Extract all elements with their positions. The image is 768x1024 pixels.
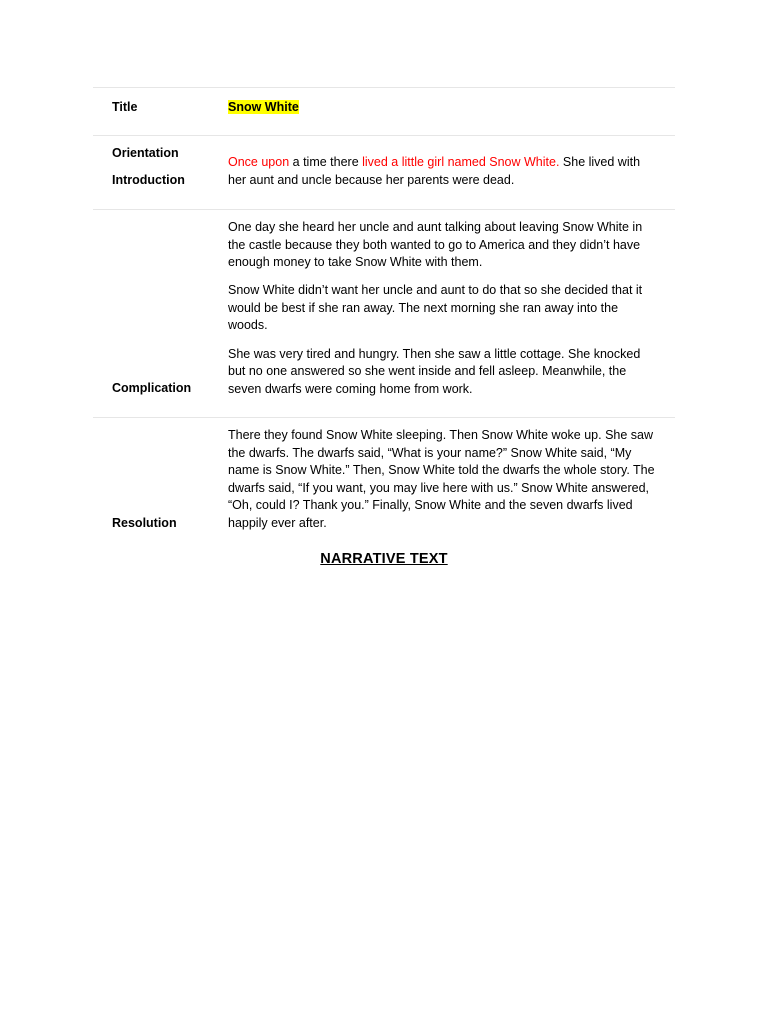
narrative-table	[93, 87, 675, 543]
orientation-label: Orientation	[112, 146, 179, 160]
table-row-orientation	[93, 135, 675, 209]
orientation-red-phrase-1: Once upon	[228, 155, 290, 169]
complication-text	[228, 219, 658, 398]
document-heading: NARRATIVE TEXT	[320, 551, 448, 567]
title-label: Title	[112, 100, 138, 114]
table-row-resolution	[93, 417, 675, 543]
resolution-paragraph: There they found Snow White sleeping. Then Snow White woke up. She saw the dwarfs. The dwarfs said, “What is your name?” Snow White said, “My name is Snow White.” Then, Snow White told the dwarfs the whole story. The dwarfs said, “If you want, you may live here with us.” Snow White answered, “Oh, could I? Thank you.” Finally, Snow White and the seven dwarfs lived happily ever after.	[228, 428, 655, 530]
title-value: Snow White	[228, 100, 299, 114]
resolution-text	[228, 427, 658, 533]
table-row-title	[93, 87, 675, 135]
orientation-label-cell	[112, 140, 222, 193]
table-row-complication	[93, 209, 675, 417]
orientation-text	[228, 154, 658, 189]
complication-paragraph-2: Snow White didn’t want her uncle and aunt to do that so she decided that it would be best if she ran away. The next morning she ran away into the woods.	[228, 283, 643, 333]
orientation-text-2: She lived with her aunt and uncle because her parents were dead.	[228, 155, 641, 187]
complication-paragraph-1: One day she heard her uncle and aunt talking about leaving Snow White in the castle because they both wanted to go to America and they didn’t have enough money to take Snow White with them.	[228, 220, 643, 270]
title-value-cell	[228, 94, 658, 121]
complication-label: Complication	[112, 381, 192, 395]
orientation-red-phrase-2: lived a little girl named Snow White.	[362, 155, 560, 169]
resolution-label: Resolution	[112, 516, 177, 530]
introduction-label: Introduction	[112, 172, 185, 187]
orientation-text-1: a time there	[289, 155, 363, 169]
complication-paragraph-3: She was very tired and hungry. Then she saw a little cottage. She knocked but no one answered so she went inside and fell asleep. Meanwhile, the seven dwarfs were coming home from work.	[228, 346, 641, 396]
